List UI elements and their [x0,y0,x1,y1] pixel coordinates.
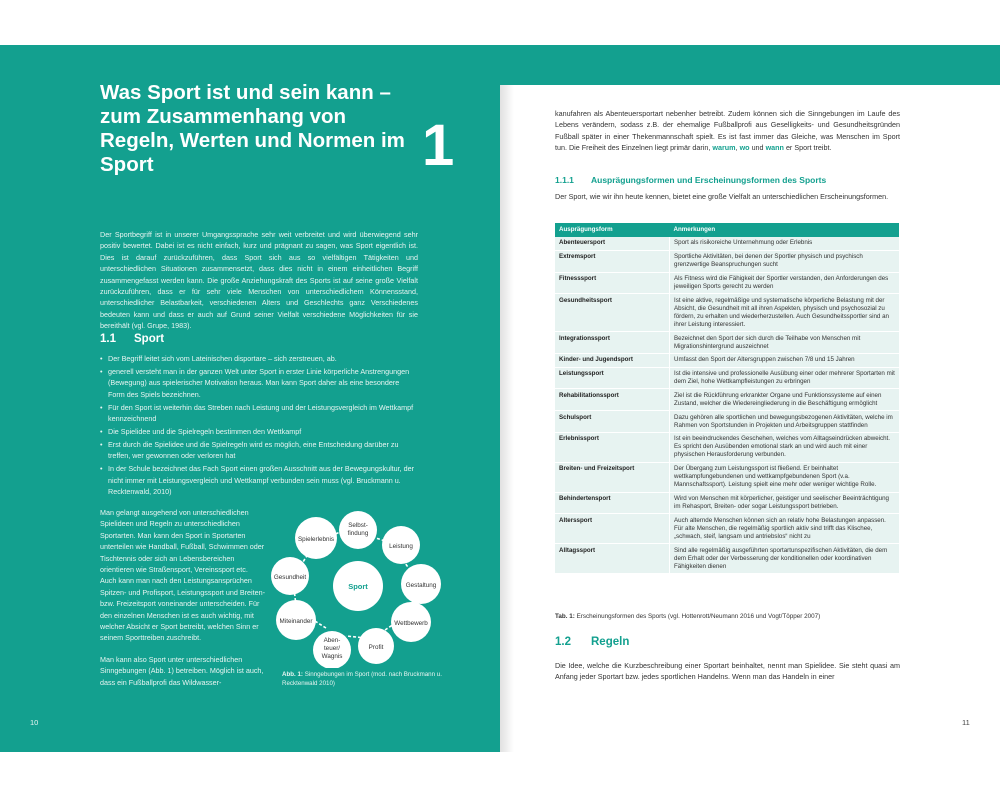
subsection-title: Ausprägungsformen und Erscheinungsformen des Sports [591,175,827,185]
paragraph-text: er Sport treibt. [785,143,832,153]
right-paragraph-3: Die Idee, welche die Kurzbeschreibung einer Sportart beinhaltet, nennt man Spielidee. Sie steht quasi am Anfang jeder Sportart bzw. jedes sportlichen Handelns. Wenn man das Handeln in einer [555,661,900,682]
table-caption-text: Erscheinungsformen des Sports (vgl. Hottenrott/Neumann 2016 und Vogt/Töpper 2007) [576,613,821,620]
table-cell-note: Als Fitness wird die Fähigkeit der Sportler verstanden, den Anforderungen des jeweiligen Sports gerecht zu werden [670,272,900,294]
table-row [555,294,899,332]
highlight-word: warum [712,143,736,153]
table-cell-form: Rehabilitationssport [555,389,670,411]
table-cell-note: Der Übergang zum Leistungssport ist fließend. Er beinhaltet wettkampfungebundenen und wettkampfgebundenen Sport (v.a. Mannschaftssport). Leistung spielt eine mehr oder weniger wichtige Rolle. [670,462,900,492]
chapter-title: Was Sport ist und sein kann – zum Zusammenhang von Regeln, Werten und Normen im Sport [100,81,405,176]
table-cell-form: Breiten- und Freizeitsport [555,462,670,492]
diagram-node-label: teuer/ [323,645,341,652]
table-cell-note: Ziel ist die Rückführung erkrankter Organe und Funktionssysteme auf einen Zustand, welcher die Wiedereingliederung in die Beschäftigung ermöglicht [670,389,900,411]
table-cell-form: Gesundheitssport [555,294,670,332]
page-number-left: 10 [30,718,39,727]
paragraph-text: kanufahren als Abenteuersportart nebenher betreibt. Zudem können sich die Sinngebungen im Laufe des Lebens verändern, sodass z.B. der ehemalige Fußballprofi aus Geselligkeits- und Gesundheitsgründen Fußball später in einer Thekenmannschaft spielt. Es ist fast immer das Gleiche, was Menschen im Sport tun. Die Freiheit des Einzelnen liegt primär darin, [555,109,900,153]
table-caption [555,613,900,620]
diagram-center-label: Sport [348,582,368,591]
table-row [555,353,899,367]
right-page-header-bar [500,45,1000,85]
page-number-right: 11 [962,718,970,727]
table-cell-form: Kinder- und Jugendsport [555,353,670,367]
bullet-item: • In der Schule bezeichnet das Fach Sport einen großen Ausschnitt aus der Bewegungskultur, der nicht immer mit Leistungsvergleich und Wettkampf verbunden sein muss (vgl. Bruckmann u. Recktenwald, 2010) [100,463,418,497]
table-cell-note: Sport als risikoreiche Unternehmung oder Erlebnis [670,237,900,250]
table-row [555,332,899,354]
table-row [555,411,899,433]
sport-bullet-list [100,353,418,499]
table-cell-note: Auch alternde Menschen können sich an relativ hohe Belastungen anpassen. Für alte Menschen, die regelmäßig sportlich aktiv sind trifft das Klischee, „schwach, steif, langsam und antriebslos“ nicht zu [670,514,900,544]
diagram-node-label: Wagnis [321,653,343,660]
diagram-node-label: Spielerlebnis [297,536,335,543]
book-spine [500,85,514,752]
diagram-node-label: Aben- [323,637,341,644]
table-row [555,250,899,272]
diagram-node-label: Wettbewerb [394,620,428,627]
section-heading-1-2 [555,636,629,648]
highlight-word: wann [765,143,784,153]
table-cell-form: Extremsport [555,250,670,272]
chapter-number: 1 [422,113,455,178]
column-paragraph-1: Man gelangt ausgehend von unterschiedlichen Spielideen und Regeln zu unterschiedlichen Sportarten. Man kann den Sport in Sportarten unterteilen wie Handball, Fußball, Schwimmen oder Tischtennis oder sich an Lebensbereichen orientieren wie Straßensport, Vereinssport etc. Auch kann man nach den Leistungsansprüchen Spitzen- und Profisport, Leistungssport und Breiten- bzw. Freizeitsport voneinander unterscheiden. Für den einzelnen Menschen ist es auch wichtig, mit welcher Absicht er Sport betreibt, welchen Sinn er seinem Sporttreiben zuschreibt. [100,508,266,643]
table-cell-form: Behindertensport [555,492,670,514]
table-cell-form: Erlebnissport [555,433,670,463]
section-heading-1-1 [100,333,164,345]
figure-caption-label: Abb. 1: [282,671,303,678]
right-paragraph-2: Der Sport, wie wir ihn heute kennen, bietet eine große Vielfalt an unterschiedlichen Erscheinungsformen. [555,192,889,201]
bullet-item: • Für den Sport ist weiterhin das Streben nach Leistung und der Leistungsvergleich im Wettkampf kennzeichnend [100,402,418,425]
bullet-item: • Der Begriff leitet sich vom Lateinischen disportare – sich zerstreuen, ab. [100,353,418,364]
table-row [555,272,899,294]
table-cell-note: Dazu gehören alle sportlichen und bewegungsbezogenen Aktivitäten, welche im Rahmen von Sportstunden in Projekten und Arbeitsgruppen stattfinden [670,411,900,433]
table-cell-form: Alltagssport [555,544,670,574]
table-row [555,514,899,544]
table-cell-note: Ist eine aktive, regelmäßige und systematische körperliche Belastung mit der Absicht, die Gesundheit mit all ihren Aspekten, physisch und psychosozial zu fördern, zu erhalten und wiederherzustellen. Auch Gesundheitssportler sind an ihrer Leistung interessiert. [670,294,900,332]
right-paragraph-1: kanufahren als Abenteuersportart nebenher betreibt. Zudem können sich die Sinngebungen im Laufe des Lebens verändern, sodass z.B. der ehemalige Fußballprofi aus Geselligkeits- und Gesundheitsgründen Fußball später in einer Thekenmannschaft spielt. Es ist fast immer das Gleiche, was Menschen im Sport tun. Die Freiheit des Einzelnen liegt primär darin, warum, wo und wann er Sport treibt. [555,109,900,153]
table-header-row [555,223,899,237]
highlight-word: wo [739,143,750,153]
table-cell-form: Integrationssport [555,332,670,354]
figure-caption-text: Sinngebungen im Sport (mod. nach Bruckmann u. Recktenwald 2010) [282,671,442,687]
table-cell-form: Fitnesssport [555,272,670,294]
section-title: Regeln [591,636,630,648]
section-number: 1.1 [100,333,116,345]
diagram-node-label: Gesundheit [273,574,307,581]
table-header-cell: Anmerkungen [670,223,900,237]
bullet-item: • Die Spielidee und die Spielregeln bestimmen den Wettkampf [100,426,418,437]
subsection-heading [555,175,826,185]
table-cell-note: Umfasst den Sport der Altersgruppen zwischen 7/8 und 15 Jahren [670,353,900,367]
figure-caption [282,671,457,688]
diagram-node-label: Selbst- [348,522,368,529]
table-caption-label: Tab. 1: [555,613,575,620]
subsection-number: 1.1.1 [555,175,574,185]
sinngebungen-diagram [270,508,450,668]
diagram-node-label: findung [347,530,369,537]
diagram-node-label: Profit [368,644,384,651]
intro-paragraph: Der Sportbegriff ist in unserer Umgangssprache sehr weit verbreitet und wird überwiegend sehr positiv bewertet. Dabei ist es nicht einfach, kurz und prägnant zu sagen, was Sport eigentlich ist. Dies ist darauf zurückzuführen, dass Sport sich aus so vielfältigen Tätigkeiten und unterschiedlichen Situationen zusammensetzt, dass dies nicht in einem einheitlichen Begriff zusammengefasst werden kann. Die große Anziehungskraft des Sports ist auf seine große Vielfalt zurückzuführen, dass er für sehr viele Menschen von unterschiedlichem Könnensstand, unterschiedlicher Belastbarkeit, verschiedenen Alters und Geschlechts ganz Verschiedenes bedeuten kann und dass er auch auf Grund seiner Vielfalt verschiedene Möglichkeiten für sie bereithält (vgl. Grupe, 1983). [100,230,418,331]
diagram-node-label: Leistung [389,543,413,550]
table-cell-form: Leistungssport [555,367,670,389]
table-row [555,367,899,389]
bullet-item: • Erst durch die Spielidee und die Spielregeln wird es möglich, eine Entscheidung darüber zu treffen, wer gewonnen oder verloren hat [100,439,418,462]
table-cell-note: Sportliche Aktivitäten, bei denen der Sportler physisch und psychisch grenzwertige Beanspruchungen sucht [670,250,900,272]
table-cell-form: Abenteuersport [555,237,670,250]
bullet-item: • generell versteht man in der ganzen Welt unter Sport in erster Linie körperliche Anstrengungen (Bewegung) aus spielerischer Motivation heraus. Man kann Sport daher als eine besondere Form des Spiels bezeichnen. [100,366,418,400]
page-bottom-margin [0,752,1000,800]
table-row [555,492,899,514]
section-title: Sport [134,333,165,345]
table-cell-note: Bezeichnet den Sport der sich durch die Teilhabe von Menschen mit Migrationshintergrund auszeichnet [670,332,900,354]
column-paragraph-2: Man kann also Sport unter unterschiedlichen Sinngebungen (Abb. 1) betreiben. Möglich ist auch, dass ein Fußballprofi das Wildwasser- [100,655,264,687]
table-cell-note: Wird von Menschen mit körperlicher, geistiger und seelischer Beeinträchtigung im Rehasport, Breiten- oder sogar Leistungssport betrieben. [670,492,900,514]
diagram-node-label: Gestaltung [405,582,437,589]
erscheinungsformen-table [555,223,899,574]
table-row [555,237,899,250]
table-row [555,462,899,492]
table-row [555,544,899,574]
table-cell-note: Ist ein beeindruckendes Geschehen, welches vom Alltagseindrücken abweicht. Es spricht den Ausübenden emotional stark an und wird auch mit einer physischen Herausforderung verbunden. [670,433,900,463]
table-header-cell: Ausprägungsform [555,223,670,237]
table-cell-note: Ist die intensive und professionelle Ausübung einer oder mehrerer Sportarten mit dem Ziel, hohe Wettkampfleistungen zu erbringen [670,367,900,389]
table-row [555,433,899,463]
table-cell-note: Sind alle regelmäßig ausgeführten sportartunspezifischen Aktivitäten, die dem dem Erhalt oder der Verbesserung der konditionellen oder koordinativen Fähigkeiten dienen [670,544,900,574]
section-number: 1.2 [555,636,571,648]
table-cell-form: Alterssport [555,514,670,544]
paragraph-text: und [751,143,764,153]
table-cell-form: Schulsport [555,411,670,433]
diagram-node-label: Miteinander [279,618,313,625]
table-row [555,389,899,411]
